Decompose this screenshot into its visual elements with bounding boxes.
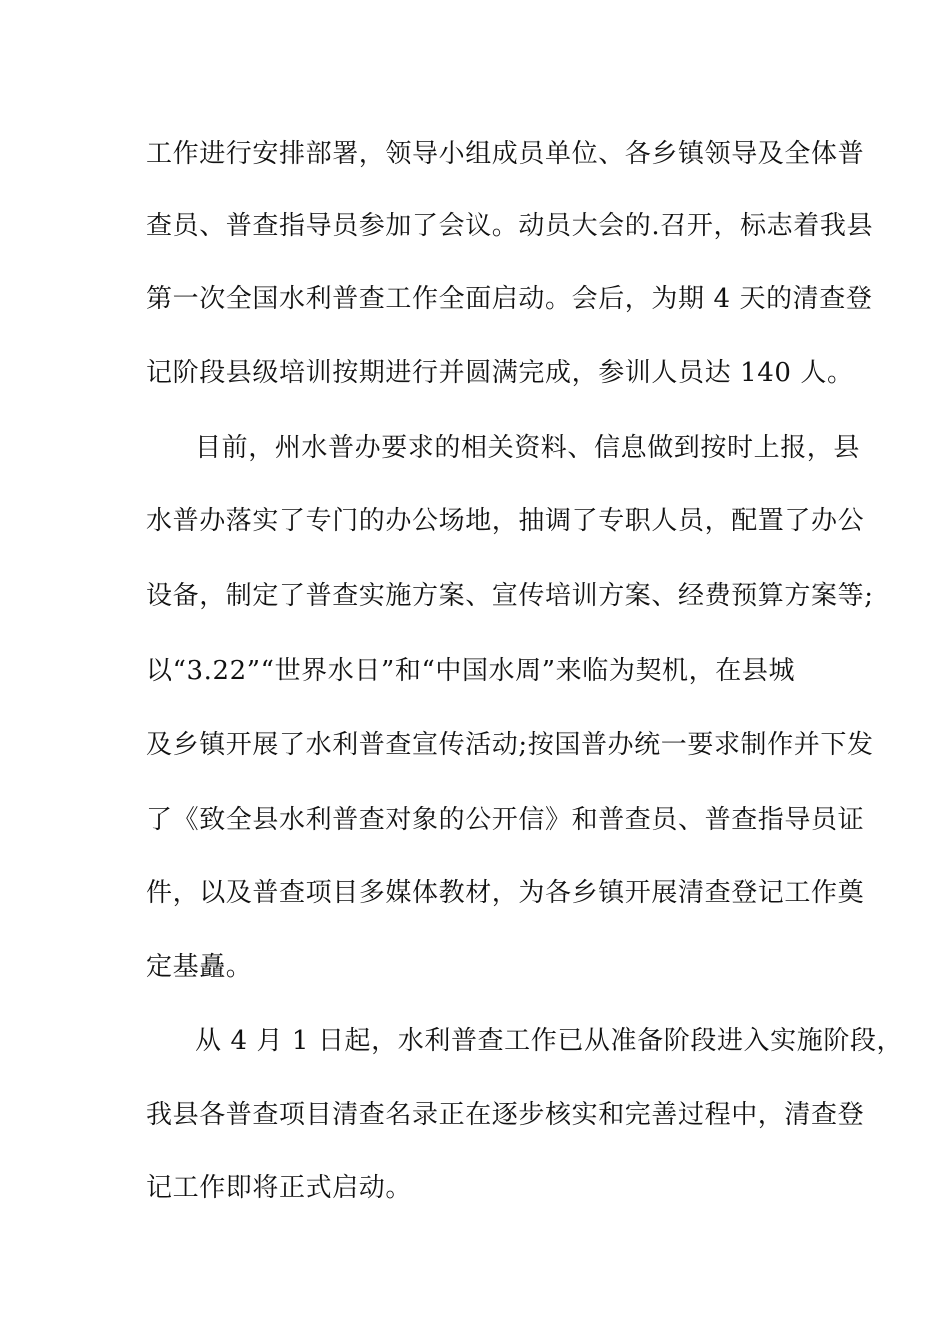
text-line: 我县各普查项目清查名录正在逐步核实和完善过程中，清查登 [146, 1100, 865, 1130]
text-line: 第一次全国水利普查工作全面启动。会后，为期 4 天的清查登 [146, 284, 873, 314]
text-line: 及乡镇开展了水利普查宣传活动;按国普办统一要求制作并下发 [146, 730, 874, 760]
text-line: 件，以及普查项目多媒体教材，为各乡镇开展清查登记工作奠 [146, 878, 865, 908]
text-line: 定基矗。 [146, 952, 253, 982]
text-line: 记工作即将正式启动。 [146, 1173, 413, 1203]
paragraph-start-line: 从 4 月 1 日起，水利普查工作已从准备阶段进入实施阶段， [195, 1026, 904, 1056]
text-line: 查员、普查指导员参加了会议。动员大会的.召开，标志着我县 [146, 211, 874, 241]
text-line: 工作进行安排部署，领导小组成员单位、各乡镇领导及全体普 [146, 139, 865, 169]
paragraph-start-line: 目前，州水普办要求的相关资料、信息做到按时上报，县 [195, 433, 861, 463]
text-line: 记阶段县级培训按期进行并圆满完成，参训人员达 140 人。 [146, 358, 854, 388]
text-line: 以“3.22”“世界水日”和“中国水周”来临为契机，在县城 [146, 656, 796, 686]
text-line: 了《致全县水利普查对象的公开信》和普查员、普查指导员证 [146, 805, 865, 835]
text-line: 设备，制定了普查实施方案、宣传培训方案、经费预算方案等; [146, 581, 874, 611]
text-line: 水普办落实了专门的办公场地，抽调了专职人员，配置了办公 [146, 506, 865, 536]
